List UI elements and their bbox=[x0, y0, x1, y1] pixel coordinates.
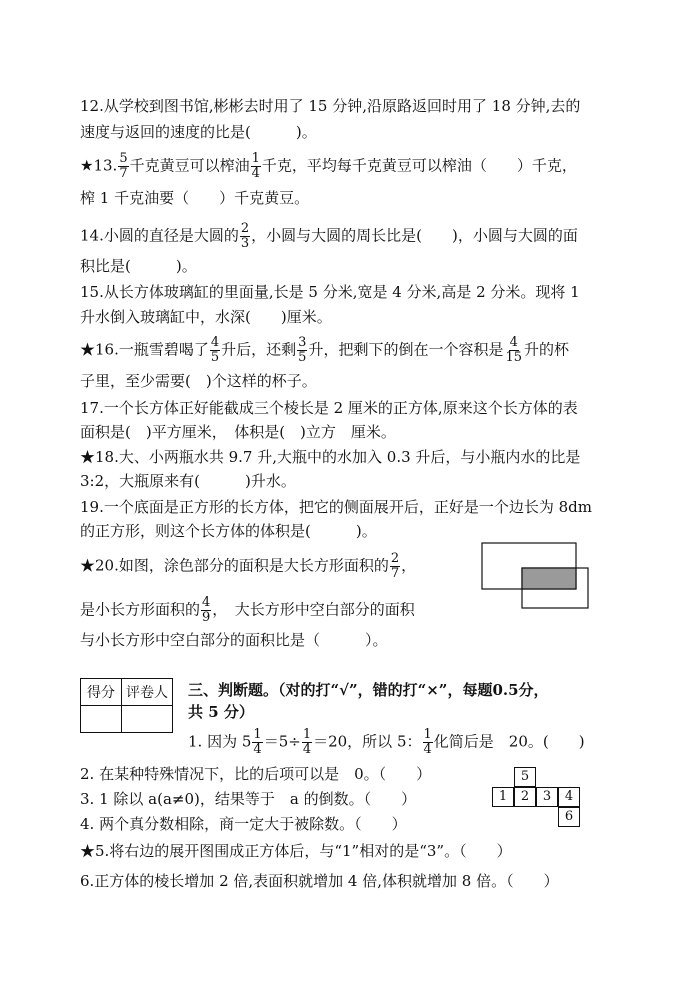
q14-text-2: ，小圆与大圆的周长比是( )，小圆与大圆的面 bbox=[251, 226, 578, 245]
q16-text-1: ★16.一瓶雪碧喝了 bbox=[80, 340, 209, 359]
q13-line2: 榨 1 千克油要（ ）千克黄豆。 bbox=[80, 189, 310, 207]
overlap-rectangles-figure bbox=[478, 540, 598, 612]
judge-2: 2. 在某种特殊情况下，比的后项可以是 0。（ ） bbox=[80, 765, 432, 783]
grader-header: 评卷人 bbox=[122, 679, 173, 706]
q16-text-4: 升的杯 bbox=[524, 340, 570, 359]
q15-line2: 升水倒入玻璃缸中，水深( )厘米。 bbox=[80, 308, 332, 326]
score-box bbox=[80, 678, 173, 733]
q13-text-1: 千克黄豆可以榨油 bbox=[129, 156, 250, 175]
q20-line2 bbox=[80, 596, 415, 625]
q16-text-3: 升，把剩下的倒在一个容积是 bbox=[308, 340, 504, 359]
q14-text-1: 14.小圆的直径是大圆的 bbox=[80, 226, 239, 245]
net-cell-3: 3 bbox=[536, 787, 558, 807]
j1-fraction-2: $\frac{1}{4}$ bbox=[302, 727, 312, 757]
section3-title-2: 共 5 分） bbox=[188, 703, 254, 721]
q14-line2: 积比是( )。 bbox=[80, 257, 197, 275]
j1-text-4: 化简后是 20。( ) bbox=[433, 732, 585, 751]
q19-line2: 的正方形，则这个长方体的体积是( )。 bbox=[80, 522, 377, 540]
q12-line1: 12.从学校到图书馆,彬彬去时用了 15 分钟,沿原路返回时用了 18 分钟,去的 bbox=[80, 97, 581, 115]
j1-text-1: 1. 因为 5 bbox=[188, 732, 252, 751]
q13-text-2: 千克，平均每千克黄豆可以榨油（ ）千克， bbox=[261, 156, 577, 175]
net-cell-bottom: 6 bbox=[558, 807, 580, 827]
q17-line1: 17.一个长方体正好能截成三个棱长是 2 厘米的正方体,原来这个长方体的表 bbox=[80, 399, 578, 417]
q18-line1: ★18.大、小两瓶水共 9.7 升,大瓶中的水加入 0.3 升后，与小瓶内水的比是 bbox=[80, 448, 581, 466]
q13-fraction-1: $\frac{5}{7}$ bbox=[119, 151, 128, 181]
j1-text-3: ＝20，所以 5： bbox=[313, 732, 422, 751]
j1-text-2: ＝5÷ bbox=[263, 732, 301, 751]
judge-5: ★5.将右边的展开图围成正方体后，与“1”相对的是“3”。（ ） bbox=[80, 842, 512, 860]
judge-3: 3. 1 除以 a(a≠0)，结果等于 a 的倒数。（ ） bbox=[80, 790, 417, 808]
score-header: 得分 bbox=[81, 679, 122, 706]
shaded-overlap bbox=[522, 568, 576, 589]
q20-line3: 与小长方形中空白部分的面积比是（ ）。 bbox=[80, 631, 388, 649]
judge-4: 4. 两个真分数相除，商一定大于被除数。（ ） bbox=[80, 815, 407, 833]
q16-line2: 子里，至少需要( )个这样的杯子。 bbox=[80, 372, 317, 390]
q16-line1 bbox=[80, 336, 569, 365]
q13-fraction-2: $\frac{1}{4}$ bbox=[251, 151, 260, 181]
q17-line2: 面积是( )平方厘米， 体积是( )立方 厘米。 bbox=[80, 423, 396, 441]
q20-line1 bbox=[80, 552, 416, 581]
j1-fraction-3: $\frac{1}{4}$ bbox=[423, 727, 432, 757]
judge-1 bbox=[188, 728, 585, 757]
q16-text-2: 升后，还剩 bbox=[221, 340, 297, 359]
q16-fraction-3: $\frac{4}{15}$ bbox=[505, 335, 522, 365]
q13-line1 bbox=[80, 152, 577, 181]
q14-line1 bbox=[80, 222, 578, 251]
net-cell-4: 4 bbox=[558, 787, 580, 807]
q19-line1: 19.一个底面是正方形的长方体，把它的侧面展开后，正好是一个边长为 8dm bbox=[80, 498, 592, 516]
q16-fraction-1: $\frac{4}{5}$ bbox=[210, 335, 220, 365]
q12-line2: 速度与返回的速度的比是( )。 bbox=[80, 123, 317, 141]
score-cell[interactable] bbox=[81, 706, 122, 733]
q20-text-2: 是小长方形面积的 bbox=[80, 600, 201, 619]
q15-line1: 15.从长方体玻璃缸的里面量,长是 5 分米,宽是 4 分米,高是 2 分米。现将 1 bbox=[80, 283, 580, 301]
q20-text-3: ， 大长方形中空白部分的面积 bbox=[212, 600, 415, 619]
judge-6: 6.正方体的棱长增加 2 倍,表面积就增加 4 倍,体积就增加 8 倍。（ ） bbox=[80, 872, 559, 890]
q20-text-1: ★20.如图，涂色部分的面积是大长方形面积的 bbox=[80, 556, 389, 575]
grader-cell[interactable] bbox=[122, 706, 173, 733]
section3-title: 三、判断题。（对的打“√”，错的打“×”，每题0.5分， bbox=[188, 681, 549, 699]
q20-comma: ， bbox=[401, 556, 417, 575]
j1-fraction-1: $\frac{1}{4}$ bbox=[253, 727, 262, 757]
q16-fraction-2: $\frac{3}{5}$ bbox=[298, 335, 307, 365]
q13-prefix: ★13. bbox=[80, 156, 118, 175]
net-cell-top: 5 bbox=[514, 767, 536, 787]
q20-fraction-2: $\frac{4}{9}$ bbox=[202, 595, 211, 625]
net-cell-2: 2 bbox=[514, 787, 536, 807]
q20-fraction-1: $\frac{2}{7}$ bbox=[390, 551, 400, 581]
q18-line2: 3:2，大瓶原来有( )升水。 bbox=[80, 472, 296, 490]
q14-fraction: $\frac{2}{3}$ bbox=[240, 221, 250, 251]
net-cell-1: 1 bbox=[492, 787, 514, 807]
